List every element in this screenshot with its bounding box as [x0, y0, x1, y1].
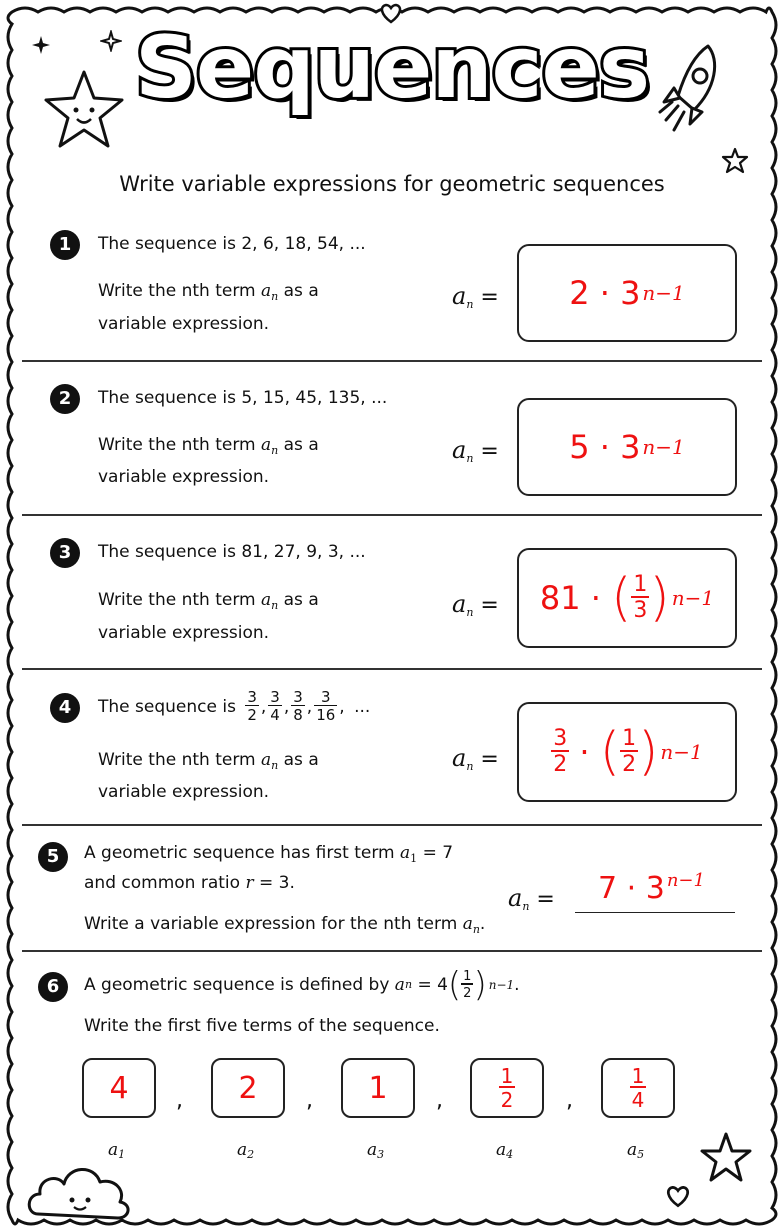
term-1-box[interactable]: 4 — [82, 1058, 156, 1118]
section-divider — [22, 514, 762, 516]
problem-3-number: 3 — [50, 538, 80, 568]
problem-6-line-1: A geometric sequence is defined by a n = 4 ( $\frac{1}{2}$ ) n−1 . — [84, 965, 520, 1005]
problem-5-answer[interactable]: 7 · 3 $^{n-1}$ — [598, 870, 705, 906]
problem-3-prompt-2: variable expression. — [98, 623, 270, 643]
term-3-label: a3 — [367, 1140, 385, 1161]
term-4-label: a4 — [496, 1140, 514, 1161]
problem-4-answer-box[interactable]: $\frac{3}{2}$ · ( $\frac{1}{2}$ ) n−1 — [517, 702, 737, 802]
problem-1-an-equals: $a_n$ = — [452, 282, 499, 311]
problem-2-number: 2 — [50, 384, 80, 414]
problem-2-an-equals: $a_n$ = — [452, 436, 499, 465]
section-divider — [22, 668, 762, 670]
problem-4-sequence: The sequence is $\frac{3}{2}$ , $\frac{3}{4}$ , $\frac{3}{8}$ , $\frac{3}{16}$ , ... — [98, 688, 371, 724]
problem-1-answer-box[interactable]: 2 · 3 n−1 — [517, 244, 737, 342]
problem-3-an-equals: $a_n$ = — [452, 590, 499, 619]
star-outline-icon — [698, 1130, 754, 1186]
problem-4-prompt-2: variable expression. — [98, 782, 270, 802]
term-2-box[interactable]: 2 — [211, 1058, 285, 1118]
problem-5-answer-line — [575, 912, 735, 913]
problem-5-line-1: A geometric sequence has first term $a_1 = 7$ — [84, 843, 454, 865]
problem-5-line-3: Write a variable expression for the nth term $a_n$. — [84, 914, 486, 936]
problem-6-number: 6 — [38, 972, 68, 1002]
problem-2-answer-box[interactable]: 5 · 3 n−1 — [517, 398, 737, 496]
problem-2-prompt: Write the nth term $a_n$ as a — [98, 435, 319, 457]
term-5-box[interactable]: $\frac{1}{4}$ — [601, 1058, 675, 1118]
page-subtitle: Write variable expressions for geometric sequences — [119, 172, 665, 196]
term-4-box[interactable]: $\frac{1}{2}$ — [470, 1058, 544, 1118]
term-5-label: a5 — [627, 1140, 645, 1161]
problem-5-an-equals: $a_n$ = — [508, 884, 555, 913]
problem-2-prompt-2: variable expression. — [98, 467, 270, 487]
problem-4-an-equals: $a_n$ = — [452, 744, 499, 773]
term-3-box[interactable]: 1 — [341, 1058, 415, 1118]
problem-3-sequence: The sequence is 81, 27, 9, 3, ... — [98, 542, 366, 562]
comma: , — [306, 1088, 313, 1113]
heart-icon — [664, 1184, 692, 1208]
problem-6-line-2: Write the first five terms of the sequence. — [84, 1016, 440, 1036]
term-1-label: a1 — [108, 1140, 126, 1161]
problem-1-prompt-2: variable expression. — [98, 314, 270, 334]
comma: , — [176, 1088, 183, 1113]
comma: , — [436, 1088, 443, 1113]
problem-1-number: 1 — [50, 230, 80, 260]
problem-5-number: 5 — [38, 842, 68, 872]
comma: , — [566, 1088, 573, 1113]
problem-3-prompt: Write the nth term $a_n$ as a — [98, 590, 319, 612]
term-2-label: a2 — [237, 1140, 255, 1161]
page-title: Sequences — [134, 18, 650, 118]
problem-3-answer-box[interactable]: 81 · ( $\frac{1}{3}$ ) n−1 — [517, 548, 737, 648]
problem-2-sequence: The sequence is 5, 15, 45, 135, ... — [98, 388, 388, 408]
problem-5-line-2: and common ratio r = 3. — [84, 873, 295, 893]
section-divider — [22, 360, 762, 362]
problem-1-prompt: Write the nth term $a_n$ as a — [98, 281, 319, 303]
section-divider — [22, 950, 762, 952]
problem-4-number: 4 — [50, 693, 80, 723]
problem-1-sequence: The sequence is 2, 6, 18, 54, ... — [98, 234, 366, 254]
section-divider — [22, 824, 762, 826]
problem-4-prompt: Write the nth term $a_n$ as a — [98, 750, 319, 772]
